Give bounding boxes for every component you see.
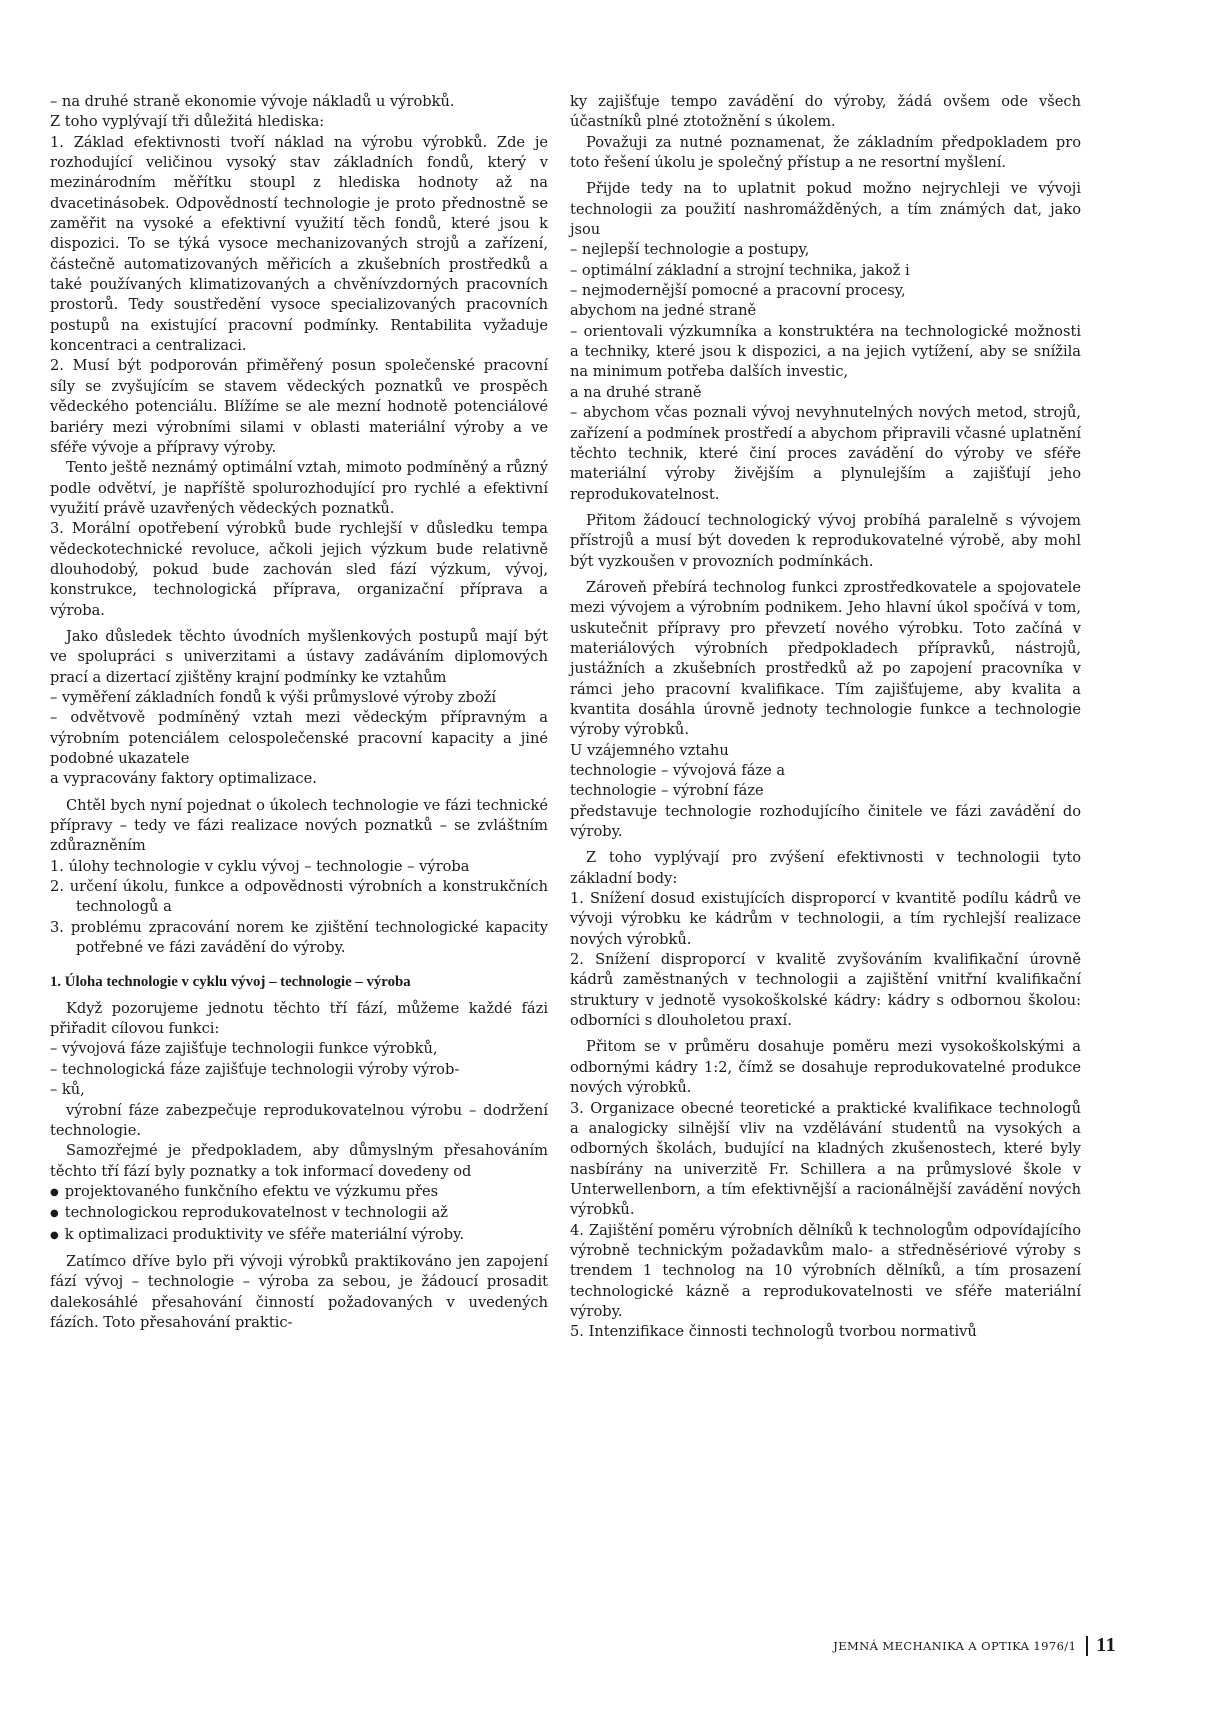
- paragraph: Když pozorujeme jednotu těchto tří fází, můžeme každé fázi přiřadit cílovou funkci:: [50, 999, 548, 1038]
- paragraph: Jako důsledek těchto úvodních myšlenkových postupů mají být ve spolupráci s univerzitami a ústavy zadáváním diplomových prací a dizertací zjištěny krajní podmínky ke vztahům: [50, 627, 548, 686]
- footer-divider: [1086, 1636, 1088, 1656]
- point-2-paragraph: 2. Musí být podporován přiměřený posun společenské pracovní síly se zvyšujícím se stavem vědeckých poznatků ve prospěch vědeckého potenciálu. Blížíme se ale mezní hodnotě potenciálové bariéry mezi výrobními silami v oblasti materiální výroby a ve sféře vývoje a přípravy výroby.: [50, 357, 548, 456]
- paragraph: Chtěl bych nyní pojednat o úkolech technologie ve fázi technické přípravy – tedy ve fázi realizace nových poznatků – se zvláštním zdůrazněním: [50, 796, 548, 855]
- point-3-paragraph: 3. Morální opotřebení výrobků bude rychlejší v důsledku tempa vědeckotechnické revoluce, ačkoli jejich výzkum bude relativně dlouhodobý, pokud bude zachován sled fází výzkum, vývoj, konstrukce, technologická příprava, organizační příprava a výroba.: [50, 520, 548, 619]
- dash-item: – technologická fáze zajišťuje technologii výroby výrob-: [50, 1060, 460, 1078]
- point-1-paragraph: 1. Snížení dosud existujících disproporcí v kvantitě podílu kádrů ve vývoji výrobku ke kádrům v technologii, a tím rychlejší realizace nových výrobků.: [570, 890, 1081, 948]
- paragraph: Samozřejmé je předpokladem, aby důmyslným přesahováním těchto tří fází byly poznatky a tok informací dovedeny od: [50, 1142, 548, 1180]
- paragraph: Považuji za nutné poznamenat, že základním předpokladem pro toto řešení úkolu je společný přístup a ne resortní myšlení.: [570, 133, 1081, 172]
- text-line: U vzájemného vztahu: [570, 741, 729, 759]
- left-column: [50, 92, 548, 1333]
- paragraph: ky zajišťuje tempo zavádění do výroby, žádá ovšem ode všech účastníků plné ztotožnění s úkolem.: [570, 93, 1081, 131]
- paragraph: Přitom se v průměru dosahuje poměru mezi vysokoškolskými a odbornými kádry 1:2, čímž se dosahuje reprodukovatelné produkce nových výrobků.: [570, 1038, 1081, 1097]
- paragraph: představuje technologie rozhodujícího činitele ve fázi zavádění do výroby.: [570, 802, 1081, 841]
- numbered-item: 2. určení úkolu, funkce a odpovědnosti výrobních a konstrukčních technologů a: [50, 878, 548, 916]
- right-column: [570, 92, 1081, 1343]
- bullet-item: ● technologickou reprodukovatelnost v technologii až: [50, 1203, 548, 1224]
- text-line: technologie – výrobní fáze: [570, 782, 764, 800]
- text-line: technologie – vývojová fáze a: [570, 762, 786, 779]
- paragraph: Zároveň přebírá technolog funkci zprostředkovatele a spojovatele mezi vývojem a výrobním podnikem. Jeho hlavní úkol spočívá v tom, uskutečnit přípravy pro převzetí nového výrobku. Toto začíná v materiálových výrobních předpokladech přípravků, nástrojů, justážních a zkušebních prostředků až po zapojení pracovníka v rámci jeho pracovní kvalifikace. Tím zajišťujeme, aby kvalita a kvantita dosáhla úrovně jednoty technologie funkce a technologie výroby výrobků.: [570, 578, 1081, 739]
- bullet-item: ● projektovaného funkčního efektu ve výzkumu přes: [50, 1182, 548, 1203]
- point-4-paragraph: 4. Zajištění poměru výrobních dělníků k technologům odpovídajícího výrobně technickým požadavkům malo- a středněsériové výroby s trendem 1 technolog na 10 výrobních dělníků, a tím prosazení technologické kázně a reprodukovatelnosti ve sféře materiální výroby.: [570, 1221, 1081, 1320]
- text-line: a vypracovány faktory optimalizace.: [50, 770, 317, 788]
- page-number: 11: [1096, 1634, 1116, 1656]
- numbered-item: 1. úlohy technologie v cyklu vývoj – technologie – výroba: [50, 857, 470, 875]
- point-2-paragraph: 2. Snížení disproporcí v kvalitě zvyšováním kvalifikační úrovně kádrů zaměstnaných v technologii a zajištění vnitřní kvalifikační struktury v jednotě vysokoškolské kádry: kádry s odbornou školou: odborníci s dlouholetou praxí.: [570, 951, 1081, 1030]
- dash-item: – optimální základní a strojní technika, jakož i: [570, 261, 910, 279]
- text-line: abychom na jedné straně: [570, 302, 757, 320]
- paragraph: Tento ještě neznámý optimální vztah, mimoto podmíněný a různý podle odvětví, je napříště spolurozhodující pro rychlé a efektivní využití právě uzavřených vědeckých poznatků.: [50, 459, 548, 517]
- paragraph: Přijde tedy na to uplatnit pokud možno nejrychleji ve vývoji technologii za použití nashromážděných, a tím známých dat, jako jsou: [570, 180, 1081, 239]
- journal-title: JEMNÁ MECHANIKA A OPTIKA 1976/1: [833, 1638, 1077, 1653]
- section-heading: 1. Úloha technologie v cyklu vývoj – technologie – výroba: [50, 974, 411, 991]
- dash-item: – nejlepší technologie a postupy,: [570, 241, 810, 259]
- dash-item: – vyměření základních fondů k výši průmyslové výroby zboží: [50, 688, 497, 706]
- point-3-paragraph: 3. Organizace obecné teoretické a praktické kvalifikace technologů a analogicky silnější vliv na vzdělávání studentů na vysokých a odborných školách, budující na kladných zkušenostech, které byly nasbírány na univerzitě Fr. Schillera a na průmyslové škole v Unterwellenborn, a tím efektivnější a racionálnější zavádění nových výrobků.: [570, 1099, 1081, 1219]
- text-line: a na druhé straně: [570, 383, 702, 401]
- paragraph: Zatímco dříve bylo při vývoji výrobků praktikováno jen zapojení fází vývoj – technologie – výroba za sebou, je žádoucí prosadit dalekosáhlé přesahování činností požadovaných v uvedených fázích. Toto přesahování praktic-: [50, 1252, 548, 1331]
- paragraph: Přitom žádoucí technologický vývoj probíhá paralelně s vývojem přístrojů a musí být doveden k reprodukovatelné výrobě, aby mohl být vyzkoušen v provozních podmínkách.: [570, 511, 1081, 570]
- dash-item: – odvětvově podmíněný vztah mezi vědeckým přípravným a výrobním potenciálem celospolečenské pracovní kapacity a jiné podobné ukazatele: [50, 709, 548, 767]
- point-1-paragraph: 1. Základ efektivnosti tvoří náklad na výrobu výrobků. Zde je rozhodující veličinou vysoký stav základních fondů, který v mezinárodním měřítku stoupl z hlediska hodnoty až na dvacetinásobek. Odpovědností technologie je proto přednostně se zaměřit na vysoké a efektivní využití těch fondů, které jsou k dispozici. To se týká vysoce mechanizovaných strojů a zařízení, částečně automatizovaných měřicích a zkušebních prostředků a také používaných klimatizovaných a chvěnívzdorných pracovních prostorů. Tedy soustředění vysoce specializovaných pracovních postupů na existující pracovní podmínky. Rentabilita vyžaduje koncentraci a centralizaci.: [50, 133, 548, 355]
- dash-item: – vývojová fáze zajišťuje technologii funkce výrobků,: [50, 1040, 438, 1058]
- dash-item: – nejmodernější pomocné a pracovní procesy,: [570, 282, 906, 300]
- paragraph: Z toho vyplývají pro zvýšení efektivnosti v technologii tyto základní body:: [570, 849, 1081, 887]
- page-footer: [766, 1634, 1116, 1657]
- paragraph: výrobní fáze zabezpečuje reprodukovatelnou výrobu – dodržení technologie.: [50, 1101, 548, 1139]
- dash-item: – abychom včas poznali vývoj nevyhnutelných nových metod, strojů, zařízení a podmínek prostředí a abychom připravili včasné uplatnění těchto technik, které činí proces zavádění do výroby ve sféře materiální výroby živějším a plynulejším a zajišťují jeho reprodukovatelnost.: [570, 404, 1081, 503]
- point-5-paragraph: 5. Intenzifikace činnosti technologů tvorbou normativů: [570, 1323, 977, 1341]
- dash-item: – orientovali výzkumníka a konstruktéra na technologické možnosti a techniky, které jsou k dispozici, a na jejich vytížení, aby se snížila na minimum potřeba dalších investic,: [570, 322, 1081, 381]
- dash-item: – ků,: [50, 1081, 85, 1099]
- text-line: – na druhé straně ekonomie vývoje nákladů u výrobků.: [50, 93, 455, 110]
- text-line: Z toho vyplývají tři důležitá hlediska:: [50, 113, 325, 131]
- numbered-item: 3. problému zpracování norem ke zjištění technologické kapacity potřebné ve fázi zavádění do výroby.: [50, 918, 548, 957]
- bullet-item: ● k optimalizaci produktivity ve sféře materiální výroby.: [50, 1225, 548, 1246]
